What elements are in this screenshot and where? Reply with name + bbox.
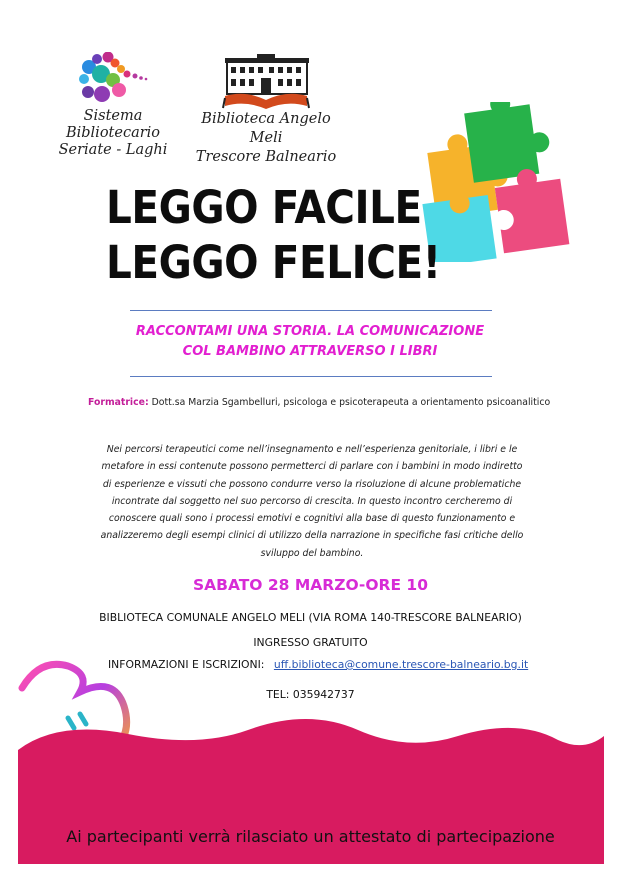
- title-line-2: LEGGO FELICE!: [106, 236, 441, 289]
- description: [78, 441, 546, 562]
- trainer-line: [88, 397, 558, 408]
- description-line: analizzeremo degli esempi clinici di utilizzo della narrazione in specifiche fasi critiche dello: [100, 530, 524, 542]
- description-line: conoscere quali sono i processi emotivi e cognitivi alla base di questo funzionamento e: [108, 513, 516, 525]
- divider-bottom: [130, 376, 492, 377]
- sistema-bibliotecario-name: [38, 108, 188, 159]
- info-label: INFORMAZIONI E ISCRIZIONI:: [108, 658, 265, 671]
- title-line-1: LEGGO FACILE: [106, 181, 422, 234]
- divider-top: [130, 310, 492, 311]
- event-phone: TEL: 035942737: [266, 688, 355, 701]
- subtitle: [110, 322, 510, 362]
- event-admission: INGRESSO GRATUITO: [253, 636, 368, 649]
- logo-right-line-1: Biblioteca Angelo Meli: [201, 111, 331, 146]
- logo-right-line-2: Trescore Balneario: [195, 149, 337, 165]
- event-location: BIBLIOTECA COMUNALE ANGELO MELI (VIA ROMA 140-TRESCORE BALNEARIO): [99, 611, 522, 624]
- description-line: di esperienze e vissuti che possono condurre verso la risoluzione di alcune problematiche: [102, 478, 522, 490]
- logo-left-line-1: Sistema Bibliotecario: [65, 108, 161, 141]
- logo-left-line-2: Seriate - Laghi: [58, 142, 168, 158]
- description-line: incontrate dal soggetto nel suo percorso di crescita. In questo incontro cercheremo di: [111, 495, 513, 507]
- trainer-text: Dott.sa Marzia Sgambelluri, psicologa e psicoterapeuta a orientamento psicoanalitico: [151, 397, 551, 408]
- main-title: [106, 180, 441, 290]
- description-line: Nei percorsi terapeutici come nell’insegnamento e nell’esperienza genitoriale, i libri e le: [106, 444, 518, 455]
- subtitle-line-1: RACCONTAMI UNA STORIA. LA COMUNICAZIONE: [135, 324, 485, 339]
- sistema-bibliotecario-logo: [75, 52, 155, 108]
- description-line: metafore in essi contenute possono permetterci di parlare con i bambini in modo indiretto: [101, 461, 523, 473]
- biblioteca-meli-name: [186, 110, 346, 167]
- biblioteca-building-logo: [221, 54, 311, 110]
- footer-certificate-note: Ai partecipanti verrà rilasciato un attestato di partecipazione: [66, 827, 555, 846]
- event-info: [108, 658, 528, 671]
- trainer-label: Formatrice:: [88, 397, 149, 408]
- email-link[interactable]: uff.biblioteca@comune.trescore-balneario.bg.it: [273, 658, 529, 671]
- event-date: SABATO 28 MARZO-ORE 10: [192, 576, 429, 594]
- subtitle-line-2: COL BAMBINO ATTRAVERSO I LIBRI: [182, 344, 438, 359]
- description-line: sviluppo del bambino.: [260, 547, 364, 559]
